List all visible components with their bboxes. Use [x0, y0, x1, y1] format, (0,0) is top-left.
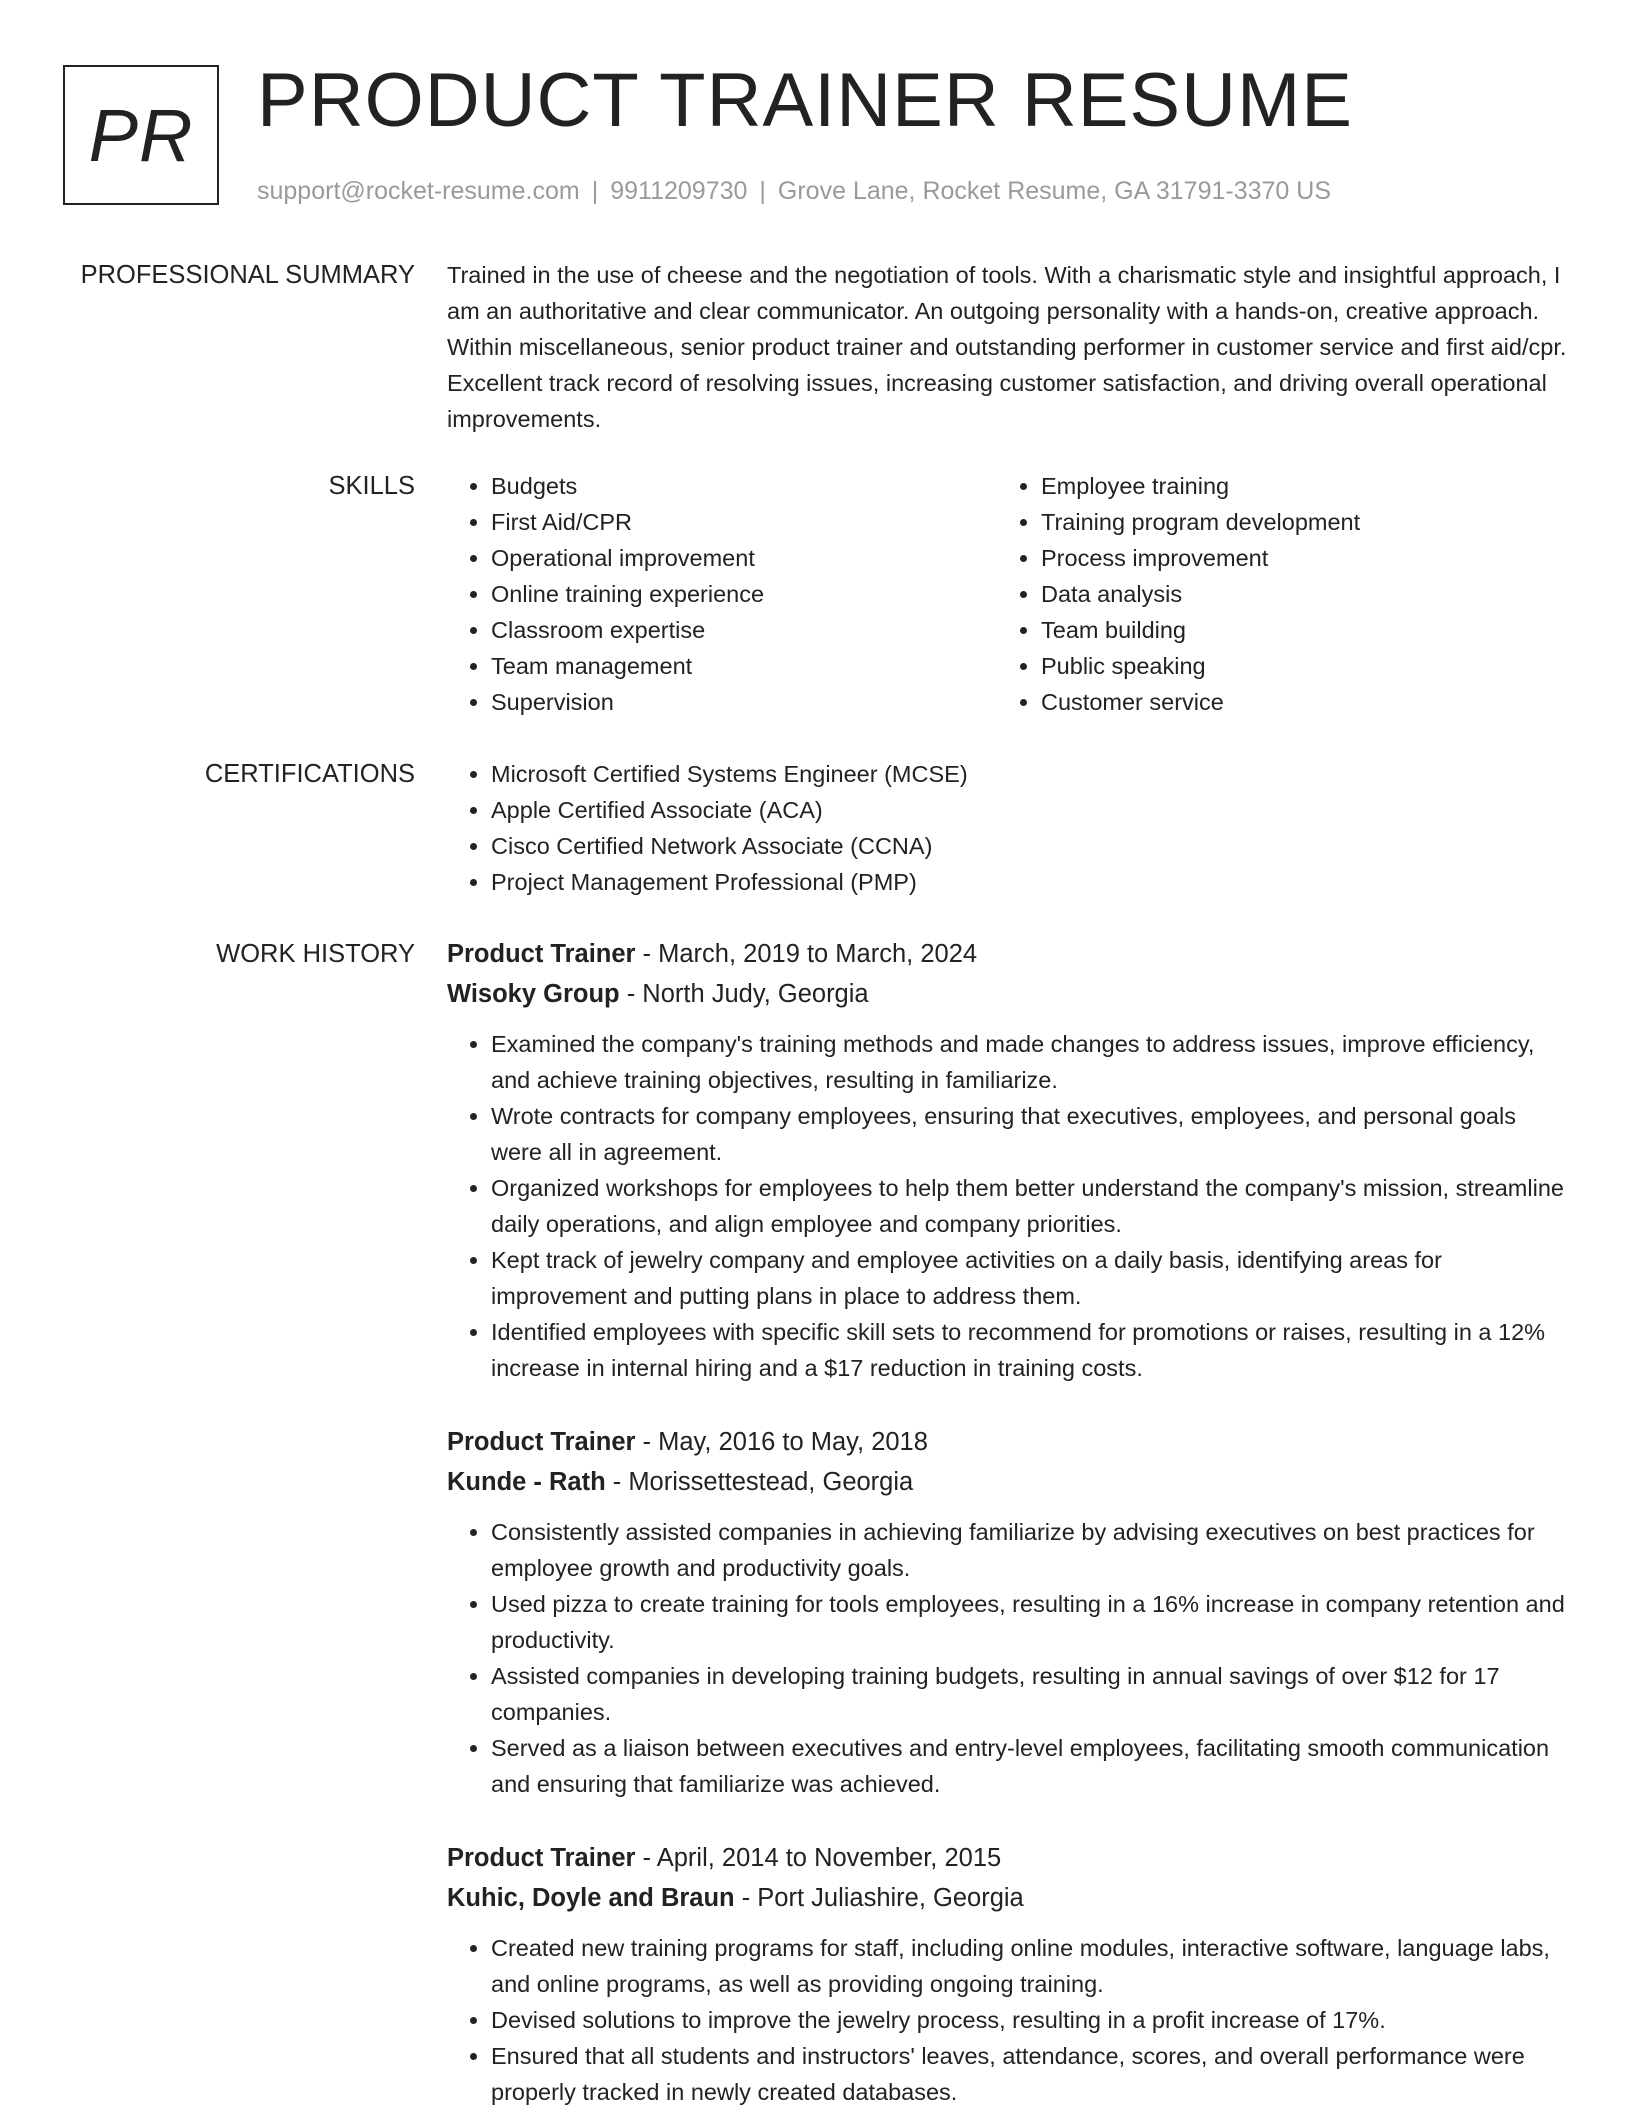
skill-item: • Operational improvement [491, 540, 997, 576]
job-bullet: • Used pizza to create training for tools employees, resulting in a 16% increase in company retention and productivity. [491, 1586, 1567, 1658]
summary-label: PROFESSIONAL SUMMARY [80, 261, 415, 289]
contact-phone: 9911209730 [610, 177, 748, 205]
page-title: PRODUCT TRAINER RESUME [257, 58, 1353, 143]
job-bullets [447, 1026, 1567, 1386]
job-company: Kunde - Rath [447, 1468, 606, 1496]
job-location: - Port Juliashire, Georgia [734, 1884, 1024, 1912]
contact-line [257, 174, 1331, 208]
skill-item: • Online training experience [491, 576, 997, 612]
skill-item: • Team building [1041, 612, 1547, 648]
job-org-line [447, 1878, 1567, 1918]
job-title: Product Trainer [447, 1844, 636, 1872]
contact-separator: | [759, 177, 766, 205]
skill-item: • Employee training [1041, 468, 1547, 504]
job-dates: - May, 2016 to May, 2018 [635, 1428, 928, 1456]
job-dates: - March, 2019 to March, 2024 [635, 940, 978, 968]
job-bullet: • Examined the company's training methods and made changes to address issues, improve efficiency, and achieve training objectives, resulting in familiarize. [491, 1026, 1567, 1098]
job-bullet: • Wrote contracts for company employees, ensuring that executives, employees, and personal goals were all in agreement. [491, 1098, 1567, 1170]
contact-address: Grove Lane, Rocket Resume, GA 31791-3370 US [777, 177, 1331, 205]
skill-item: • Training program development [1041, 504, 1547, 540]
job-title-line [447, 1422, 1567, 1462]
certifications-label: CERTIFICATIONS [204, 760, 415, 788]
job-bullet: • Assisted companies in developing training budgets, resulting in annual savings of over $12 for 17 companies. [491, 1658, 1567, 1730]
job-bullet: • Served as a liaison between executives and entry-level employees, facilitating smooth communication and ensuring that familiarize was achieved. [491, 1730, 1567, 1802]
skill-item: • Supervision [491, 684, 997, 720]
certifications-list [447, 756, 1567, 900]
job-title: Product Trainer [447, 940, 636, 968]
job-location: - Morissettestead, Georgia [605, 1468, 914, 1496]
summary-body [447, 257, 1567, 437]
skill-item: • Process improvement [1041, 540, 1547, 576]
job-bullet: • Identified employees with specific skill sets to recommend for promotions or raises, resulting in a 12% increase in internal hiring and a $17 reduction in training costs. [491, 1314, 1567, 1386]
summary-text: Trained in the use of cheese and the negotiation of tools. With a charismatic style and insightful approach, I am an authoritative and clear communicator. An outgoing personality with a hands-on, creative approach. Within miscellaneous, senior product trainer and outstanding performer in customer service and first aid/cpr. Excellent track record of resolving issues, increasing customer satisfaction, and driving overall operational improvements. [447, 262, 1567, 432]
skill-item: • Data analysis [1041, 576, 1547, 612]
job-entry [447, 1838, 1567, 2110]
skill-item: • Customer service [1041, 684, 1547, 720]
work-history-label: WORK HISTORY [216, 940, 415, 968]
job-dates: - April, 2014 to November, 2015 [635, 1844, 1002, 1872]
job-bullet: • Devised solutions to improve the jewelry process, resulting in a profit increase of 17%. [491, 2002, 1567, 2038]
certification-item: • Cisco Certified Network Associate (CCNA) [491, 828, 1567, 864]
job-bullet: • Ensured that all students and instructors' leaves, attendance, scores, and overall performance were properly tracked in newly created databases. [491, 2038, 1567, 2110]
skills-label: SKILLS [328, 472, 415, 500]
job-entry [447, 1422, 1567, 1802]
job-company: Wisoky Group [447, 980, 620, 1008]
skill-item: • First Aid/CPR [491, 504, 997, 540]
job-org-line [447, 1462, 1567, 1502]
job-title-line [447, 1838, 1567, 1878]
job-bullet: • Created new training programs for staff, including online modules, interactive software, language labs, and online programs, as well as providing ongoing training. [491, 1930, 1567, 2002]
skill-item: • Classroom expertise [491, 612, 997, 648]
job-bullet: • Organized workshops for employees to help them better understand the company's mission, streamline daily operations, and align employee and company priorities. [491, 1170, 1567, 1242]
skills-list-right [997, 468, 1547, 720]
job-entry [447, 934, 1567, 1386]
contact-email[interactable]: support@rocket-resume.com [257, 177, 580, 205]
job-bullets [447, 1930, 1567, 2110]
job-location: - North Judy, Georgia [619, 980, 869, 1008]
certification-item: • Project Management Professional (PMP) [491, 864, 1567, 900]
job-bullet: • Consistently assisted companies in achieving familiarize by advising executives on best practices for employee growth and productivity goals. [491, 1514, 1567, 1586]
contact-separator: | [591, 177, 599, 205]
monogram: PR [63, 65, 219, 205]
skill-item: • Team management [491, 648, 997, 684]
skill-item: • Budgets [491, 468, 997, 504]
job-org-line [447, 974, 1567, 1014]
job-title: Product Trainer [447, 1428, 636, 1456]
job-bullet: • Kept track of jewelry company and employee activities on a daily basis, identifying areas for improvement and putting plans in place to address them. [491, 1242, 1567, 1314]
certification-item: • Microsoft Certified Systems Engineer (MCSE) [491, 756, 1567, 792]
job-bullets [447, 1514, 1567, 1802]
skills-body [447, 468, 1567, 720]
skills-list-left [447, 468, 997, 720]
job-company: Kuhic, Doyle and Braun [447, 1884, 735, 1912]
job-title-line [447, 934, 1567, 974]
certifications-body [447, 756, 1567, 900]
certification-item: • Apple Certified Associate (ACA) [491, 792, 1567, 828]
skill-item: • Public speaking [1041, 648, 1547, 684]
